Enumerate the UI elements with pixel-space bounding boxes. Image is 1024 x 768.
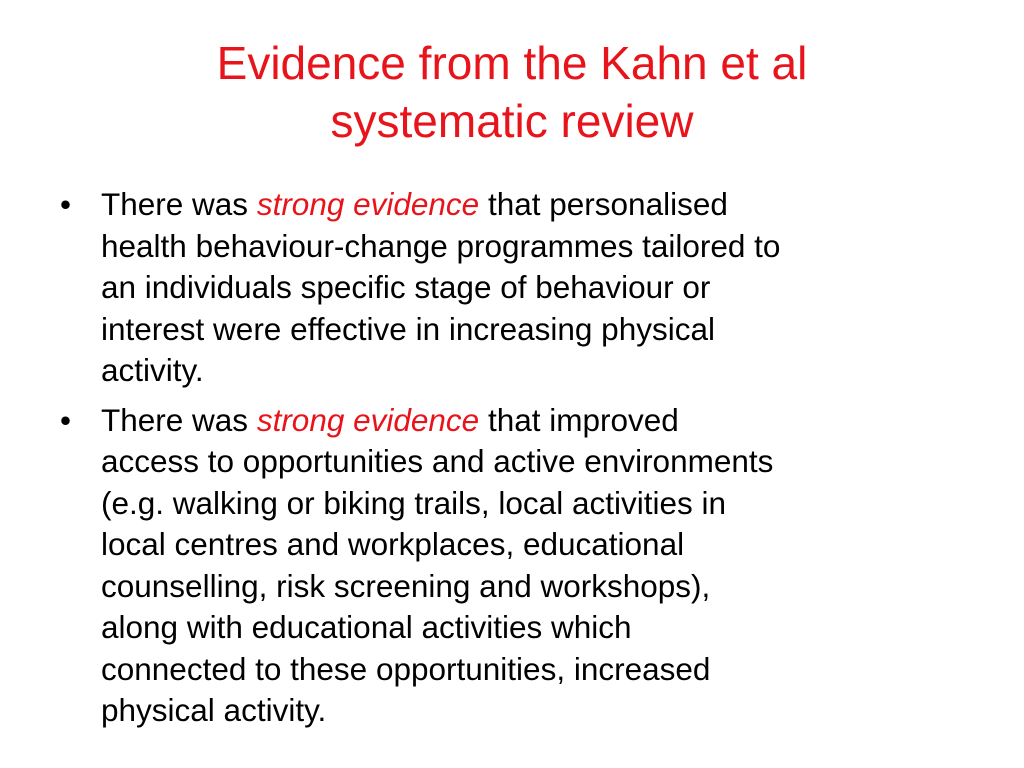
bullet-icon: • <box>60 186 72 222</box>
bullet-list <box>56 184 976 740</box>
bullet-item-1 <box>56 184 976 392</box>
title-line-2: systematic review <box>330 95 694 147</box>
bullet-2-line-4: local centres and workplaces, educational <box>101 526 685 562</box>
bullet-1-line-5: activity. <box>101 352 204 388</box>
bullet-icon: • <box>60 401 72 438</box>
bullet-2-line-1 <box>101 400 976 442</box>
slide-title <box>60 34 964 150</box>
bullet-2-text-after: that improved <box>479 401 679 438</box>
title-line-1: Evidence from the Kahn et al <box>216 37 808 89</box>
bullet-1-line-3: an individuals specific stage of behaviour or <box>101 269 711 305</box>
bullet-item-2 <box>56 400 976 732</box>
bullet-2-line-8: physical activity. <box>101 692 327 728</box>
bullet-2-emphasis: strong evidence <box>256 401 480 438</box>
bullet-2-line-5: counselling, risk screening and workshops), <box>101 567 711 604</box>
bullet-2-line-7: connected to these opportunities, increased <box>101 650 711 687</box>
bullet-1-text-before: There was <box>101 186 257 222</box>
bullet-1-emphasis: strong evidence <box>256 186 480 222</box>
bullet-2-text-before: There was <box>101 401 257 438</box>
bullet-1-line-1 <box>101 184 976 226</box>
bullet-2-line-6: along with educational activities which <box>101 609 632 645</box>
bullet-1-text-after: that personalised <box>479 186 728 222</box>
bullet-1-line-4: interest were effective in increasing physical <box>101 310 715 347</box>
bullet-2-line-2: access to opportunities and active environments <box>101 443 774 479</box>
bullet-1-line-2: health behaviour-change programmes tailored to <box>101 227 781 264</box>
bullet-2-line-3: (e.g. walking or biking trails, local activities in <box>101 484 727 521</box>
